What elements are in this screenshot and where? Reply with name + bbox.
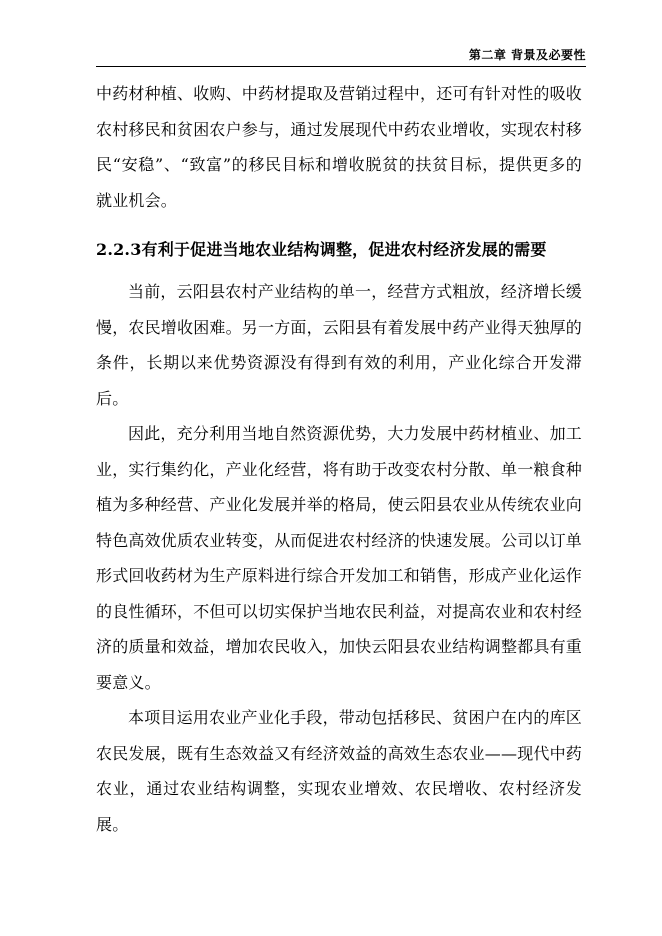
paragraph-continuation: 中药材种植、收购、中药材提取及营销过程中，还可有针对性的吸收农村移民和贫困农户参与，通过发展现代中药农业增收，实现农村移民“安稳”、“致富”的移民目标和增收脱贫的扶贫目标，提供更多的就业机会。 xyxy=(96,84,583,210)
page-header xyxy=(96,44,586,67)
paragraph-project: 本项目运用农业产业化手段，带动包括移民、贫困户在内的库区农民发展，既有生态效益又有经济效益的高效生态农业——现代中药农业，通过农业结构调整，实现农业增效、农民增收、农村经济发展。 xyxy=(96,708,583,834)
section-heading: 2.2.3有利于促进当地农业结构调整，促进农村经济发展的需要 xyxy=(96,240,547,259)
paragraph-current-situation: 当前，云阳县农村产业结构的单一，经营方式粗放，经济增长缓慢，农民增收困难。另一方面，云阳县有着发展中药产业得天独厚的条件，长期以来优势资源没有得到有效的利用，产业化综合开发滞后。 xyxy=(96,282,583,408)
paragraph-therefore: 因此，充分利用当地自然资源优势，大力发展中药材植业、加工业，实行集约化，产业化经营，将有助于改变农村分散、单一粮食种植为多种经营、产业化发展并举的格局，使云阳县农业从传统农业向特色高效优质农业转变，从而促进农村经济的快速发展。公司以订单形式回收药材为生产原料进行综合开发加工和销售，形成产业化运作的良性循环，不但可以切实保护当地农民利益，对提高农业和农村经济的质量和效益，增加农民收入，加快云阳县农业结构调整都具有重要意义。 xyxy=(96,424,583,692)
chapter-title: 第二章 背景及必要性 xyxy=(468,48,586,62)
document-body xyxy=(96,76,582,842)
